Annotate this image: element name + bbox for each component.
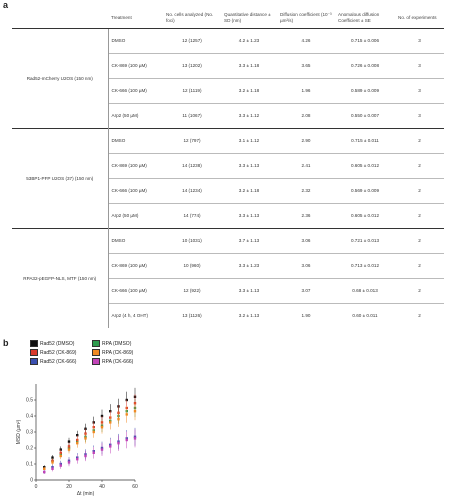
diffusion-table — [12, 8, 444, 328]
distance-cell: 3.3 ± 1.23 — [221, 254, 277, 279]
header-treatment: Treatment — [108, 8, 163, 29]
experiments-cell: 2 — [395, 279, 444, 304]
x-tick-label: 60 — [132, 484, 138, 490]
data-point — [117, 418, 119, 420]
y-tick-label: 0.5 — [26, 397, 33, 404]
n-cell: 13 (1202) — [163, 54, 221, 79]
legend-label: Rad52 (CK-869) — [40, 349, 77, 356]
alpha-cell: 0.713 ± 0.012 — [335, 254, 395, 279]
legend-item — [92, 349, 133, 356]
panel-label-a: a — [3, 0, 9, 10]
data-point — [126, 439, 128, 441]
experiments-cell: 2 — [395, 304, 444, 329]
distance-cell: 3.3 ± 1.13 — [221, 154, 277, 179]
x-axis-label: Δt (min) — [76, 491, 95, 497]
experiments-cell: 2 — [395, 129, 444, 154]
y-tick-label: 0.4 — [26, 413, 33, 420]
chart-legend — [30, 340, 200, 378]
diffusion-cell: 1.90 — [277, 304, 335, 329]
diffusion-cell: 2.08 — [277, 104, 335, 129]
distance-cell: 3.2 ± 1.18 — [221, 79, 277, 104]
data-point — [93, 431, 95, 433]
chart-marks — [43, 388, 136, 474]
legend-label: RPA (DMSO) — [102, 340, 132, 347]
distance-cell: 3.2 ± 1.18 — [221, 179, 277, 204]
series-0 — [43, 388, 136, 469]
alpha-cell: 0.715 ± 0.006 — [335, 29, 395, 54]
alpha-cell: 0.550 ± 0.007 — [335, 104, 395, 129]
table-row — [12, 29, 444, 54]
experiments-cell: 2 — [395, 229, 444, 254]
treatment-cell: Arp2 (4 h, 4 OHT) — [108, 304, 163, 329]
legend-swatch — [92, 358, 100, 365]
distance-cell: 3.1 ± 1.12 — [221, 129, 277, 154]
n-cell: 14 (774) — [163, 204, 221, 229]
n-cell: 14 (1238) — [163, 154, 221, 179]
data-point — [117, 442, 119, 444]
x-tick-label: 0 — [34, 484, 38, 490]
treatment-cell: DMSO — [108, 229, 163, 254]
distance-cell: 3.2 ± 1.13 — [221, 304, 277, 329]
legend-label: Rad52 (CK-666) — [40, 358, 77, 365]
legend-item — [30, 340, 74, 347]
data-point — [68, 448, 70, 450]
n-cell: 12 (922) — [163, 279, 221, 304]
diffusion-cell: 2.36 — [277, 204, 335, 229]
series-1 — [43, 399, 136, 471]
n-cell: 12 (1257) — [163, 29, 221, 54]
header-n-cells: No. cells analyzed (No. foci) — [163, 8, 221, 29]
experiments-cell: 2 — [395, 179, 444, 204]
group-label: Rad52-mCherry U2OS (150 nm) — [12, 29, 108, 129]
header-alpha: Anomalous diffusion Coefficient ± SE — [335, 8, 395, 29]
n-cell: 14 (1234) — [163, 179, 221, 204]
table-header-row — [12, 8, 444, 29]
series-2 — [43, 394, 136, 470]
treatment-cell: DMSO — [108, 129, 163, 154]
distance-cell: 3.3 ± 1.18 — [221, 54, 277, 79]
diffusion-cell: 4.26 — [277, 29, 335, 54]
legend-label: RPA (CK-869) — [102, 349, 134, 356]
alpha-cell: 0.60 ± 0.011 — [335, 304, 395, 329]
series-4 — [43, 428, 136, 474]
diffusion-cell: 3.06 — [277, 254, 335, 279]
data-point — [68, 440, 70, 442]
treatment-cell: CK-666 (100 µM) — [108, 179, 163, 204]
data-point — [84, 455, 86, 457]
distance-cell: 3.3 ± 1.12 — [221, 104, 277, 129]
data-point — [51, 461, 53, 463]
x-tick-label: 20 — [66, 484, 72, 490]
header-experiments: No. of experiments — [395, 8, 444, 29]
table-row — [12, 129, 444, 154]
table-row — [12, 229, 444, 254]
data-point — [60, 455, 62, 457]
panel-label-b: b — [3, 338, 9, 348]
diffusion-cell: 2.32 — [277, 179, 335, 204]
y-tick-label: 0 — [30, 477, 33, 484]
msd-chart — [0, 376, 160, 498]
experiments-cell: 3 — [395, 29, 444, 54]
legend-item — [30, 358, 76, 365]
diffusion-cell: 2.90 — [277, 129, 335, 154]
treatment-cell: CK-666 (100 µM) — [108, 79, 163, 104]
y-tick-label: 0.3 — [26, 429, 33, 436]
data-point — [84, 437, 86, 439]
treatment-cell: Arp2 (50 µM) — [108, 204, 163, 229]
diffusion-cell: 3.65 — [277, 54, 335, 79]
n-cell: 10 (960) — [163, 254, 221, 279]
experiments-cell: 2 — [395, 154, 444, 179]
data-point — [60, 464, 62, 466]
alpha-cell: 0.68 ± 0.013 — [335, 279, 395, 304]
treatment-cell: Arp2 (50 µM) — [108, 104, 163, 129]
y-axis-label: MSD (µm²) — [16, 419, 22, 445]
x-tick-label: 40 — [99, 484, 105, 490]
treatment-cell: CK-869 (100 µM) — [108, 54, 163, 79]
data-point — [126, 413, 128, 415]
legend-swatch — [92, 349, 100, 356]
diffusion-cell: 2.41 — [277, 154, 335, 179]
n-cell: 10 (1031) — [163, 229, 221, 254]
distance-cell: 3.7 ± 1.13 — [221, 229, 277, 254]
data-point — [43, 468, 45, 470]
experiments-cell: 3 — [395, 54, 444, 79]
distance-cell: 3.3 ± 1.13 — [221, 204, 277, 229]
data-point — [134, 410, 136, 412]
n-cell: 12 (1119) — [163, 79, 221, 104]
experiments-cell: 3 — [395, 104, 444, 129]
treatment-cell: CK-666 (100 µM) — [108, 279, 163, 304]
treatment-cell: CK-869 (100 µM) — [108, 154, 163, 179]
data-point — [101, 426, 103, 428]
legend-item — [92, 358, 133, 365]
experiments-cell: 2 — [395, 204, 444, 229]
header-diffusion: Diffusion coefficient (10⁻³ µm²/s) — [277, 8, 335, 29]
legend-swatch — [30, 358, 38, 365]
legend-item — [30, 349, 76, 356]
alpha-cell: 0.589 ± 0.009 — [335, 79, 395, 104]
group-label: RPA32-pEGFP-NLS, MTF (150 nm) — [12, 229, 108, 329]
n-cell: 12 (797) — [163, 129, 221, 154]
distance-cell: 3.3 ± 1.13 — [221, 279, 277, 304]
data-point — [101, 448, 103, 450]
data-point — [109, 421, 111, 423]
alpha-cell: 0.721 ± 0.013 — [335, 229, 395, 254]
n-cell: 13 (1126) — [163, 304, 221, 329]
data-point — [68, 461, 70, 463]
legend-label: RPA (CK-666) — [102, 358, 134, 365]
data-point — [76, 458, 78, 460]
diffusion-cell: 1.96 — [277, 79, 335, 104]
experiments-cell: 3 — [395, 79, 444, 104]
n-cell: 11 (1067) — [163, 104, 221, 129]
experiments-cell: 2 — [395, 254, 444, 279]
data-point — [109, 445, 111, 447]
data-point — [76, 442, 78, 444]
legend-swatch — [30, 349, 38, 356]
treatment-cell: DMSO — [108, 29, 163, 54]
diffusion-cell: 3.07 — [277, 279, 335, 304]
alpha-cell: 0.605 ± 0.012 — [335, 204, 395, 229]
data-point — [134, 437, 136, 439]
legend-swatch — [92, 340, 100, 347]
legend-label: Rad52 (DMSO) — [40, 340, 75, 347]
data-point — [43, 471, 45, 473]
treatment-cell: CK-869 (100 µM) — [108, 254, 163, 279]
data-point — [93, 452, 95, 454]
alpha-cell: 0.605 ± 0.012 — [335, 154, 395, 179]
y-tick-label: 0.1 — [26, 461, 33, 468]
data-point — [51, 468, 53, 470]
group-label: 53BP1-PFP U2OS (37) (150 nm) — [12, 129, 108, 229]
alpha-cell: 0.715 ± 0.011 — [335, 129, 395, 154]
distance-cell: 4.2 ± 1.23 — [221, 29, 277, 54]
legend-swatch — [30, 340, 38, 347]
header-distance: Quantitative distance ± SD (nm) — [221, 8, 277, 29]
header-cell-line — [12, 8, 108, 29]
legend-item — [92, 340, 131, 347]
series-5 — [43, 429, 136, 473]
y-tick-label: 0.2 — [26, 445, 33, 452]
diffusion-cell: 3.06 — [277, 229, 335, 254]
series-3 — [43, 402, 136, 470]
alpha-cell: 0.569 ± 0.009 — [335, 179, 395, 204]
alpha-cell: 0.726 ± 0.008 — [335, 54, 395, 79]
